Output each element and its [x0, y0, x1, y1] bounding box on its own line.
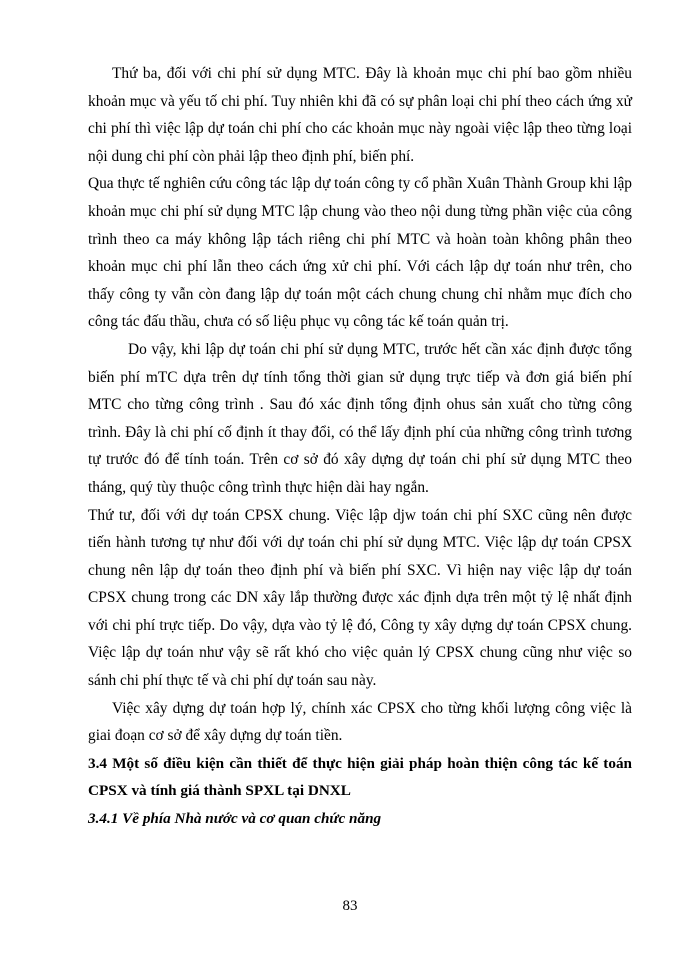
paragraph-xuan-thanh-practice: Qua thực tế nghiên cứu công tác lập dự toán công ty cổ phần Xuân Thành Group khi lập khoản mục chi phí sử dụng MTC lập chung vào theo nội dung từng phần việc của công trình theo ca máy không lập tách riêng chi phí MTC và hoàn toàn không phân theo khoản mục chi phí lẫn theo cách ứng xử chi phí. Với cách lập dự toán như trên, cho thấy công ty vẫn còn đang lập dự toán một cách chung chung chỉ nhằm mục đích cho công tác đấu thầu, chưa có số liệu phục vụ công tác kế toán quản trị.: [88, 175, 632, 331]
subsection-heading-3-4-1: 3.4.1 Về phía Nhà nước và cơ quan chức năng: [88, 810, 382, 828]
paragraph-mtc-third: Thứ ba, đối với chi phí sử dụng MTC. Đây là khoản mục chi phí bao gồm nhiều khoản mục và yếu tố chi phí. Tuy nhiên khi đã có sự phân loại chi phí theo cách ứng xử chi phí thì việc lập dự toán chi phí cho các khoản mục này ngoài việc lập theo từng loại nội dung chi phí còn phải lập theo định phí, biến phí.: [88, 65, 632, 165]
section-heading-3-4: 3.4 Một số điều kiện cần thiết để thực hiện giải pháp hoàn thiện công tác kế toán CPSX và tính giá thành SPXL tại DNXL: [88, 754, 632, 800]
paragraph-mtc-budget-steps: Do vậy, khi lập dự toán chi phí sử dụng MTC, trước hết cần xác định được tổng biến phí mTC dựa trên dự tính tổng thời gian sử dụng trực tiếp và đơn giá biến phí MTC cho từng công trình . Sau đó xác định tổng định ohus sản xuất cho từng công trình. Đây là chi phí cố định ít thay đổi, có thể lấy định phí của những công trình tương tự trước đó để tính toán. Trên cơ sở đó xây dựng dự toán chi phí sử dụng MTC theo tháng, quý tùy thuộc công trình thực hiện dài hay ngắn.: [88, 340, 632, 496]
document-page: [88, 60, 632, 833]
paragraph-cpsx-conclusion: Việc xây dựng dự toán hợp lý, chính xác CPSX cho từng khối lượng công việc là giai đoạn cơ sở để xây dựng dự toán tiền.: [88, 699, 632, 745]
page-number: 83: [342, 898, 358, 914]
paragraph-cpsx-fourth: Thứ tư, đối với dự toán CPSX chung. Việc lập djw toán chi phí SXC cũng nên được tiến hành tương tự như đối với dự toán chi phí sử dụng MTC. Việc lập dự toán CPSX chung nên lập dự toán theo định phí và biến phí SXC. Vì hiện nay việc lập dự toán CPSX chung trong các DN xây lắp thường được xác định dựa trên một tỷ lệ nhất định với chi phí trực tiếp. Do vậy, dựa vào tỷ lệ đó, Công ty xây dựng dự toán CPSX chung. Việc lập dự toán như vậy sẽ rất khó cho việc quản lý CPSX chung cũng như việc so sánh chi phí thực tế và chi phí dự toán sau này.: [88, 506, 632, 690]
